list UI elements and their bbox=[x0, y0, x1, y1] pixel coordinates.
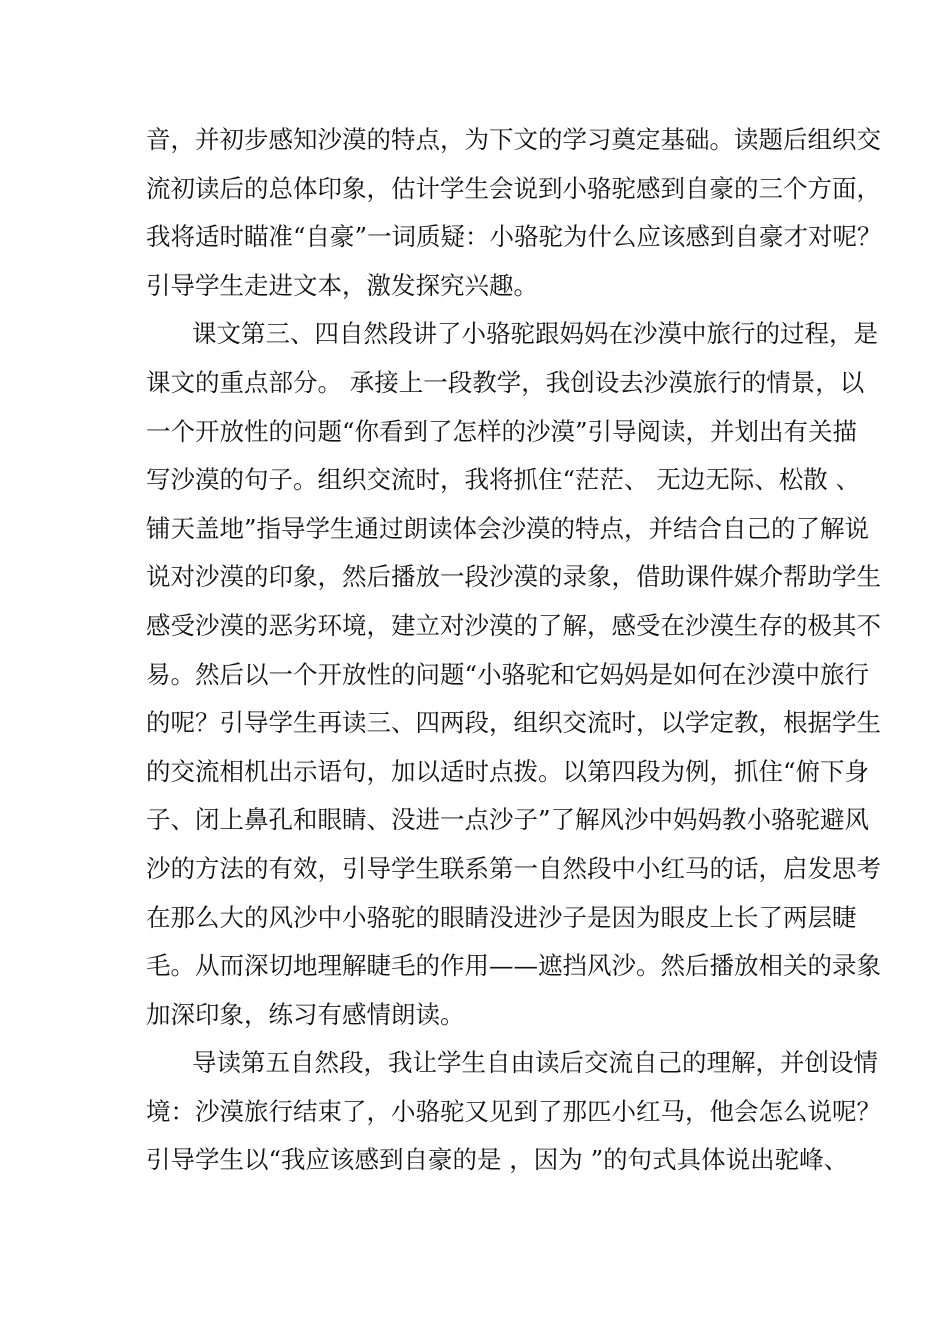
text-line: 加深印象，练习有感情朗读。 bbox=[146, 999, 465, 1029]
text-line: 流初读后的总体印象，估计学生会说到小骆驼感到自豪的三个方面， bbox=[146, 173, 881, 203]
text-line: 沙的方法的有效，引导学生联系第一自然段中小红马的话，启发思考 bbox=[146, 853, 881, 883]
text-line: 子、闭上鼻孔和眼睛、没进一点沙子”了解风沙中妈妈教小骆驼避风 bbox=[146, 805, 870, 835]
text-line: 毛。从而深切地理解睫毛的作用——遮挡风沙。然后播放相关的录象 bbox=[146, 951, 881, 981]
text-line: 的呢？引导学生再读三、四两段，组织交流时，以学定教，根据学生 bbox=[146, 708, 881, 738]
text-line: 铺天盖地”指导学生通过朗读体会沙漠的特点，并结合自己的了解说 bbox=[146, 513, 870, 543]
text-line: 易。然后以一个开放性的问题“小骆驼和它妈妈是如何在沙漠中旅行 bbox=[146, 659, 870, 689]
text-line: 引导学生走进文本，激发探究兴趣。 bbox=[146, 270, 538, 300]
paragraph-first-line: 导读第五自然段，我让学生自由读后交流自己的理解，并创设情 bbox=[192, 1048, 878, 1078]
text-line: 一个开放性的问题“你看到了怎样的沙漠”引导阅读，并划出有关描 bbox=[146, 416, 858, 446]
body-text bbox=[146, 116, 882, 1185]
paragraph-first-line: 课文第三、四自然段讲了小骆驼跟妈妈在沙漠中旅行的过程，是 bbox=[192, 319, 878, 349]
text-line: 说对沙漠的印象，然后播放一段沙漠的录象，借助课件媒介帮助学生 bbox=[146, 562, 881, 592]
text-line: 引导学生以“我应该感到自豪的是 ，因为 ”的句式具体说出驼峰、 bbox=[146, 1145, 849, 1175]
text-line: 音，并初步感知沙漠的特点，为下文的学习奠定基础。读题后组织交 bbox=[146, 125, 881, 154]
text-line: 的交流相机出示语句，加以适时点拨。以第四段为例，抓住“俯下身 bbox=[146, 756, 870, 786]
text-line: 境：沙漠旅行结束了，小骆驼又见到了那匹小红马，他会怎么说呢？ bbox=[146, 1096, 881, 1126]
text-line: 写沙漠的句子。组织交流时，我将抓住“茫茫、 无边无际、松散 、 bbox=[146, 465, 861, 495]
text-line: 我将适时瞄准“自豪”一词质疑：小骆驼为什么应该感到自豪才对呢？ bbox=[146, 222, 882, 252]
text-line: 课文的重点部分。 承接上一段教学，我创设去沙漠旅行的情景，以 bbox=[146, 367, 865, 397]
text-line: 在那么大的风沙中小骆驼的眼睛没进沙子是因为眼皮上长了两层睫 bbox=[146, 902, 857, 932]
text-line: 感受沙漠的恶劣环境，建立对沙漠的了解，感受在沙漠生存的极其不 bbox=[146, 610, 881, 640]
